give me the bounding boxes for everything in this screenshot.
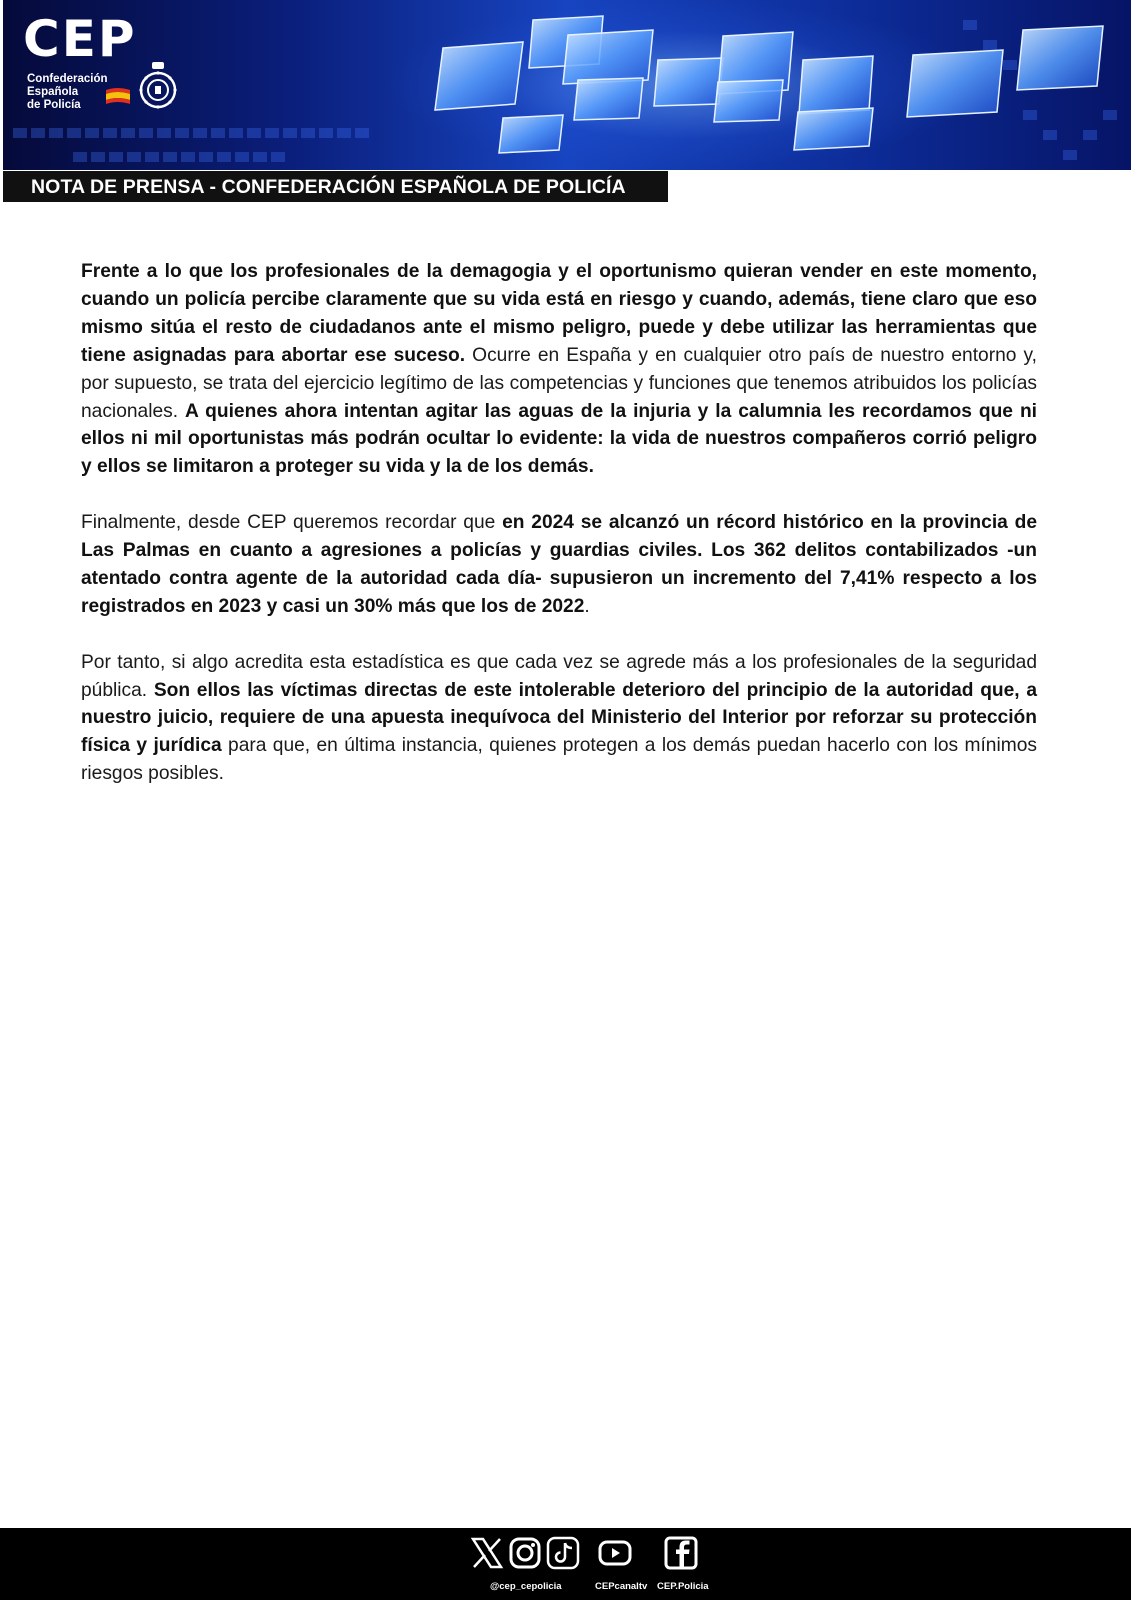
paragraph-3-run-3: para que, en última instancia, quienes protegen a los demás puedan hacerlo con los mínimos riesgos posibles. bbox=[81, 735, 1037, 785]
press-release-title: NOTA DE PRENSA - CONFEDERACIÓN ESPAÑOLA DE POLICÍA bbox=[31, 176, 626, 198]
paragraph-2-bold-run-2: en 2024 se alcanzó un récord histórico en la provincia de Las Palmas en cuanto a agresiones a policías y guardias civiles. Los 362 delitos contabilizados -un atentado contra agente de la autoridad cada día- supusieron un incremento del 7,41% respecto a los registrados en 2023 y casi un 30% más que los de 2022 bbox=[81, 512, 1037, 617]
logo-subtitle-line-1: Confederación bbox=[27, 73, 108, 85]
x-icon[interactable] bbox=[470, 1536, 504, 1570]
paragraph-2 bbox=[81, 509, 1037, 621]
paragraph-3 bbox=[81, 649, 1037, 789]
logo-subtitle-line-2: Española bbox=[27, 86, 79, 98]
logo-subtitle bbox=[27, 73, 108, 112]
spanish-flag-mark-icon bbox=[103, 86, 133, 108]
press-release-body bbox=[81, 258, 1037, 816]
police-badge-icon bbox=[137, 60, 179, 112]
paragraph-2-run-3: . bbox=[584, 595, 590, 617]
tiktok-icon[interactable] bbox=[546, 1536, 580, 1570]
paragraph-1-run-2: Ocurre en España y en cualquier otro país de nuestro entorno y, por supuesto, se trata del ejercicio legítimo de las competencias y funciones que tenemos atribuidos los policías nacionales. bbox=[81, 344, 1037, 422]
facebook-icon[interactable] bbox=[664, 1536, 698, 1570]
footer-social-bar bbox=[0, 1528, 1131, 1600]
handle-x-instagram[interactable]: @cep_cepolicia bbox=[490, 1581, 562, 1592]
handle-youtube[interactable]: CEPcanaltv bbox=[595, 1581, 648, 1592]
logo-subtitle-line-3: de Policía bbox=[27, 99, 81, 111]
logo-acronym: CEP bbox=[23, 10, 137, 68]
press-release-title-bar bbox=[3, 171, 668, 202]
header-banner bbox=[3, 0, 1131, 170]
paragraph-2-run-1: Finalmente, desde CEP queremos recordar que bbox=[81, 512, 503, 534]
paragraph-3-bold-run-2: Son ellos las víctimas directas de este intolerable deterioro del principio de la autoridad que, a nuestro juicio, requiere de una apuesta inequívoca del Ministerio del Interior por reforzar su protección física y jurídica bbox=[81, 679, 1038, 757]
instagram-icon[interactable] bbox=[508, 1536, 542, 1570]
handle-facebook[interactable]: CEP.Policia bbox=[657, 1581, 709, 1592]
paragraph-1-bold-run-3: A quienes ahora intentan agitar las aguas de la injuria y la calumnia les recordamos que ni ellos ni mil oportunistas más podrán ocultar lo evidente: la vida de nuestros compañeros corrió peligro y ellos se limitaron a proteger su vida y la de los demás. bbox=[81, 400, 1037, 478]
youtube-icon[interactable] bbox=[598, 1536, 632, 1570]
paragraph-3-run-1: Por tanto, si algo acredita esta estadística es que cada vez se agrede más a los profesionales de la seguridad pública. bbox=[81, 651, 1037, 701]
paragraph-1-bold-run-1: Frente a lo que los profesionales de la demagogia y el oportunismo quieran vender en este momento, cuando un policía percibe claramente que su vida está en riesgo y cuando, además, tiene claro que eso mismo sitúa el resto de ciudadanos ante el mismo peligro, puede y debe utilizar las herramientas que tiene asignadas para abortar ese suceso. bbox=[81, 261, 1037, 366]
paragraph-1 bbox=[81, 258, 1037, 481]
